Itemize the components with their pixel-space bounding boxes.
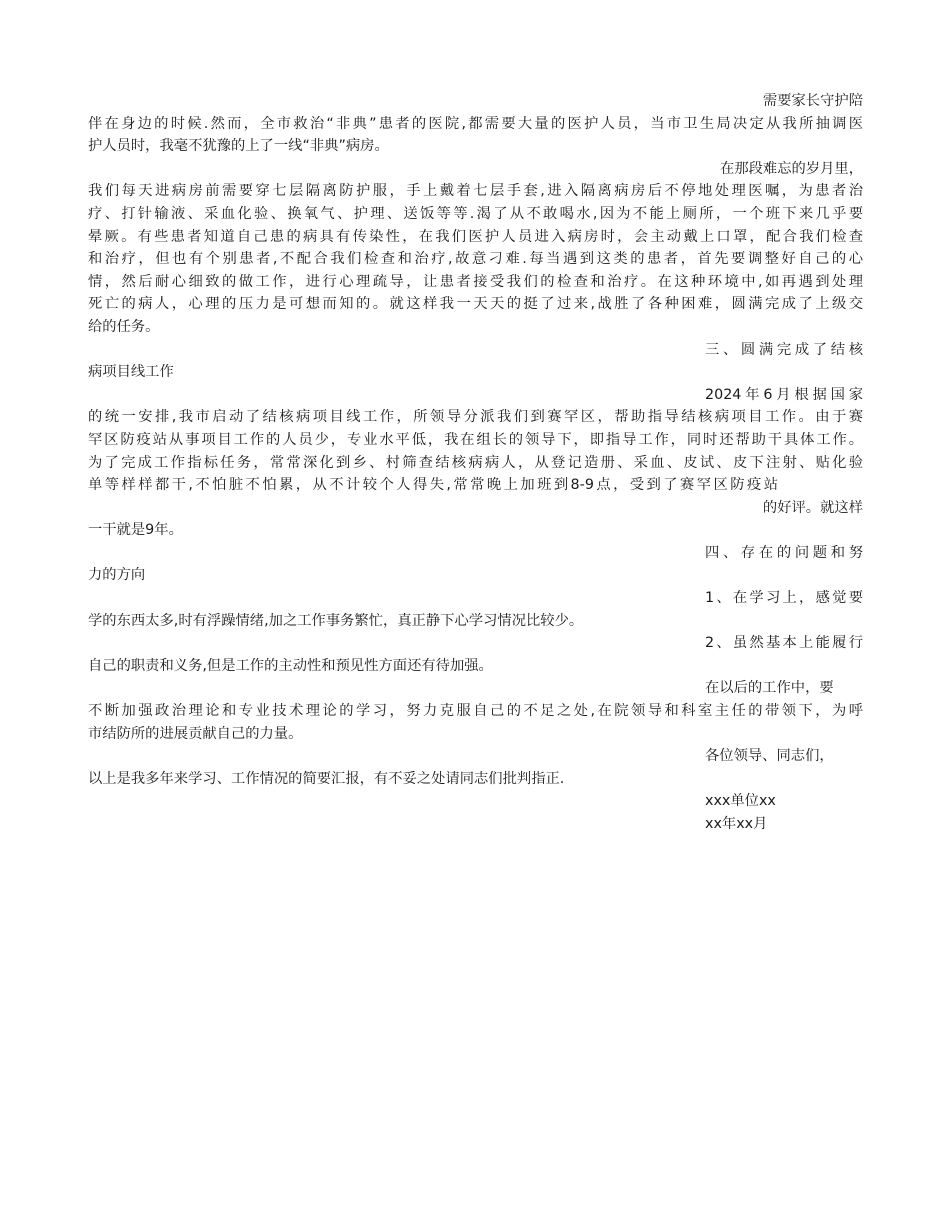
text-line: 一干就是9年。 [88,522,183,539]
text-line: 疗、打针输液、采血化验、换氧气、护理、送饭等等.渴了从不敢喝水,因为不能上厕所，一个班下来几乎要 [88,205,863,222]
text-line: 市结防所的进展贡献自己的力量。 [88,725,303,742]
signature-unit: xxx单位xx [705,793,776,810]
document-body [88,90,863,836]
text-line: 自己的职责和义务,但是工作的主动性和预见性方面还有待加强。 [88,657,493,674]
text-line: 的统一安排,我市启动了结核病项目线工作，所领导分派我们到赛罕区，帮助指导结核病项目工作。由于赛 [88,409,863,426]
text-line: 2、虽然基本上能履行 [705,635,863,652]
section-heading-cont: 力的方向 [88,567,146,584]
section-heading-cont: 病项目线工作 [88,364,174,381]
text-line: 情，然后耐心细致的做工作，进行心理疏导，让患者接受我们的检查和治疗。在这种环境中,如再遇到处理 [88,273,863,290]
text-line: 在以后的工作中，要 [705,680,834,697]
text-line: 2024年6月根据国家 [705,386,863,403]
text-line: 需要家长守护陪 [762,93,863,109]
text-line: 的好评。就这样 [762,499,863,516]
text-line: 护人员时，我毫不犹豫的上了一线“非典”病房。 [88,138,389,155]
text-line: 伴在身边的时候.然而，全市救治“非典”患者的医院,都需要大量的医护人员，当市卫生局决定从我所抽调医 [88,115,863,132]
text-line: 死亡的病人，心理的压力是可想而知的。就这样我一天天的挺了过来,战胜了各种困难，圆满完成了上级交 [88,296,863,313]
text-line: 罕区防疫站从事项目工作的人员少，专业水平低，我在组长的领导下，即指导工作，同时还帮助干具体工作。 [88,431,863,448]
text-line: 学的东西太多,时有浮躁情绪,加之工作事务繁忙，真正静下心学习情况比较少。 [88,612,584,629]
section-heading: 四、存在的问题和努 [705,544,863,561]
text-line: 在那段难忘的岁月里， [720,160,863,177]
text-line: 给的任务。 [88,318,160,335]
closing-greeting: 各位领导、同志们， [705,748,834,765]
text-line: 为了完成工作指标任务，常常深化到乡、村筛查结核病病人，从登记造册、采血、皮试、皮下注射、贴化验 [88,454,863,471]
text-line: 单等样样都干,不怕脏不怕累，从不计较个人得失,常常晚上加班到8-9点，受到了赛罕区防疫站 [88,477,778,494]
text-line: 以上是我多年来学习、工作情况的简要汇报，有不妥之处请同志们批判指正. [88,770,565,787]
section-heading: 三、圆满完成了结核 [705,341,863,358]
text-line: 和治疗，但也有个别患者,不配合我们检查和治疗,故意刁难.每当遇到这类的患者，首先要调整好自己的心 [88,251,863,268]
text-line: 晕厥。有些患者知道自己患的病具有传染性，在我们医护人员进入病房时，会主动戴上口罩，配合我们检查 [88,228,863,245]
text-line: 不断加强政治理论和专业技术理论的学习，努力克服自己的不足之处,在院领导和科室主任的带领下，为呼 [88,703,863,720]
signature-date: xx年xx月 [705,816,768,832]
text-line: 我们每天进病房前需要穿七层隔离防护服，手上戴着七层手套,进入隔离病房后不停地处理医嘱，为患者治 [88,183,863,200]
text-line: 1、在学习上，感觉要 [705,590,863,607]
